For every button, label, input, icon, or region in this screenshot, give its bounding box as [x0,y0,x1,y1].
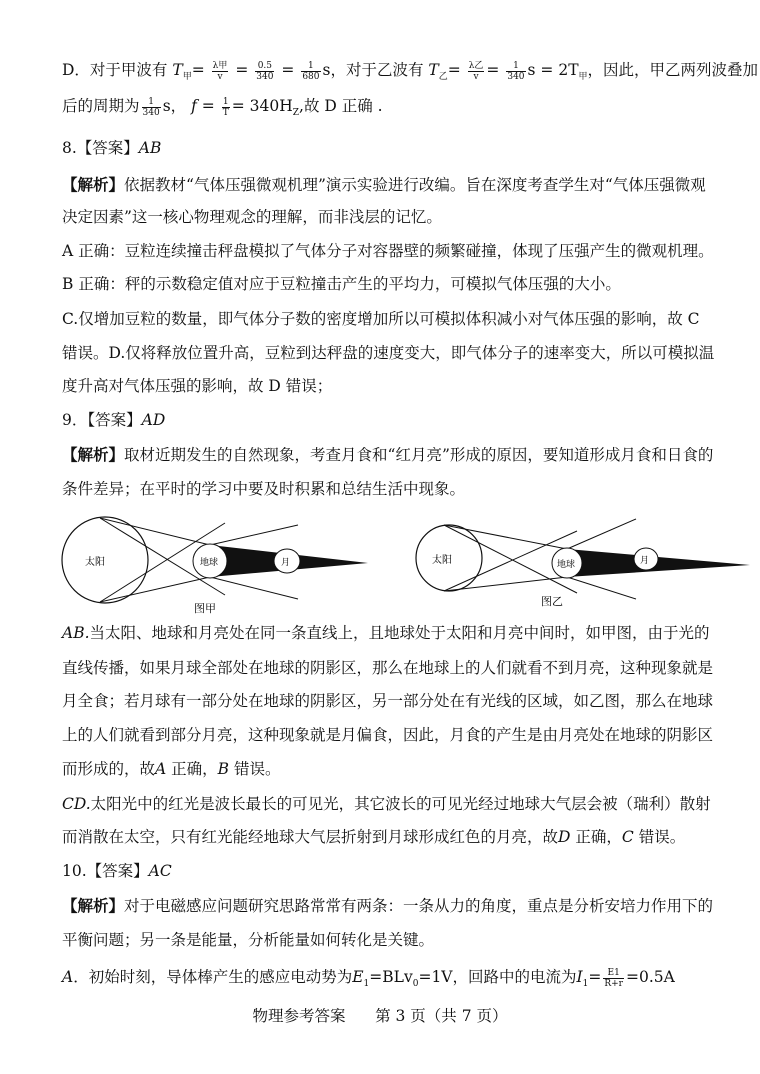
earth-label: 地球 [200,558,219,568]
q10-answer: 10.【答案】AC [62,862,172,880]
q8-option-c-3: 度升高对气体压强的影响，故 D 错误； [62,377,333,395]
q8-option-c-1: C.仅增加豆粒的数量，即气体分子数的密度增加所以可模拟体积减小对气体压强的影响，故 C [62,310,700,328]
umbra-shadow [567,549,750,577]
sun-circle [62,517,148,603]
q10-analysis-1: 【解析】对于电磁感应问题研究思路常常有两条：一条从力的角度，重点是分析安培力作用下的 [62,896,714,915]
q9-cd-1: CD.太阳光中的红光是波长最长的可见光，其它波长的可见光经过地球大气层会被（瑞利）散射 [62,795,711,813]
earth-label: 地球 [557,560,576,570]
moon-label: 月 [640,556,650,566]
q9-analysis-1: 【解析】取材近期发生的自然现象，考查月食和“红月亮”形成的原因，要知道形成月食和日食的 [62,445,714,464]
figure-caption: 图甲 [194,602,216,615]
fraction: $\frac{1}{340}$ [507,60,525,82]
q8-analysis-1: 【解析】依据教材“气体压强微观机理”演示实验进行改编。旨在深度考查学生对“气体压强微观 [62,175,706,194]
fraction: $\frac{1}{T}$ [222,96,229,118]
moon-label: 月 [281,558,291,568]
sun-label: 太阳 [432,555,452,566]
footer-title: 物理参考答案 [252,1007,346,1025]
q8-option-a: A 正确：豆粒连续撞击秤盘模拟了气体分子对容器壁的频繁碰撞，体现了压强产生的微观机理。 [62,242,714,260]
q7d-line1: D．对于甲波有 $T_甲=$ $\frac{\text{λ甲}}{v}$ = $\frac{0.5}{340}$ = $\frac{1}{680}$ s，对于乙波有 $T_乙=$ $\frac{\text{λ乙}}{v}$ = $\frac{1}{340}$ $s = 2T_甲$，因此，甲乙两列波叠加 [62,60,759,83]
q8-option-c-2: 错误。D.仅将释放位置升高，豆粒到达秤盘的速度变大，即气体分子的速率变大，所以可模拟温 [62,344,715,362]
q10-analysis-2: 平衡问题；另一条是能量，分析能量如何转化是关键。 [62,931,435,949]
q9-ab-1: AB.当太阳、地球和月亮处在同一条直线上，且地球处于太阳和月亮中间时，如甲图，由于光的 [62,624,710,642]
q10-option-a: A．初始时刻，导体棒产生的感应电动势为$E_1=BLv_0=1V$，回路中的电流为$I_1=$ $\frac{E1}{R+r}$ =0.5A [62,967,675,990]
fraction: $\frac{1}{680}$ [302,60,320,82]
page-number: 第 3 页（共 7 页） [375,1007,508,1025]
fraction: $\frac{1}{340}$ [142,96,160,118]
figure-jia [60,515,370,620]
q7d-line2: 后的周期为 $\frac{1}{340}$ s， f = $\frac{1}{T}$ = $340H_Z$,故 D 正确 . [62,96,383,119]
q9-answer: 9．【答案】AD [62,411,166,429]
q8-answer: 8.【答案】AB [62,139,162,157]
q9-ab-5: 而形成的，故A 正确，B 错误。 [62,760,281,778]
sun-label: 太阳 [85,557,105,568]
q9-ab-4: 上的人们就看到部分月亮，这种现象就是月偏食，因此，月食的产生是由月亮处在地球的阴影区 [62,726,714,744]
page-footer [0,1004,760,1026]
fraction: $\frac{0.5}{340}$ [256,60,274,82]
fraction: $\frac{\text{λ乙}}{v}$ [468,60,484,82]
q8-analysis-2: 决定因素”这一核心物理观念的理解，而非浅层的记忆。 [62,208,442,226]
q9-cd-2: 而消散在太空，只有红光能经地球大气层折射到月球形成红色的月亮，故D 正确，C 错误。 [62,828,686,846]
q8-option-b: B 正确：秤的示数稳定值对应于豆粒撞击产生的平均力，可模拟气体压强的大小。 [62,275,621,293]
fraction: $\frac{\text{λ甲}}{v}$ [212,60,228,82]
q9-ab-3: 月全食；若月球有一部分处在地球的阴影区，另一部分处在有光线的区域，如乙图，那么在地球 [62,692,714,710]
fraction: $\frac{E1}{R+r}$ [604,967,623,989]
q9-analysis-2: 条件差异；在平时的学习中要及时积累和总结生活中现象。 [62,480,466,498]
q9-ab-2: 直线传播，如果月球全部处在地球的阴影区，那么在地球上的人们就看不到月亮，这种现象就是 [62,659,714,677]
figure-caption: 图乙 [541,595,563,608]
figure-yi [412,515,752,620]
